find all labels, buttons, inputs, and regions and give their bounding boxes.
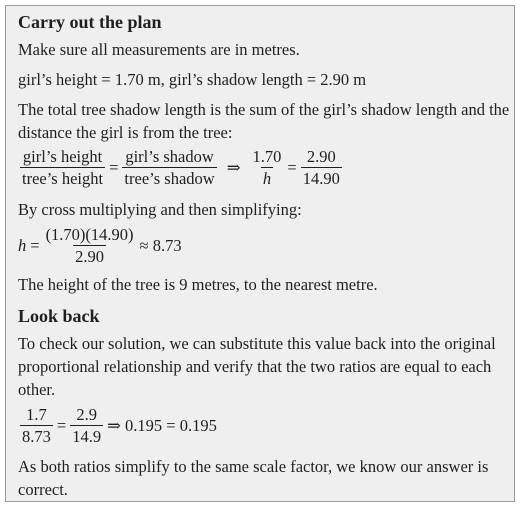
lookback-heading: Look back [18, 306, 100, 326]
fraction-denominator: 2.90 [75, 247, 104, 266]
lookback-paragraph-1-line-2: proportional relationship and verify that the two ratios are equal to each [18, 357, 492, 376]
implies-arrow: ⇒ [226, 158, 241, 177]
plan-paragraph-5: The height of the tree is 9 metres, to the nearest metre. [18, 275, 378, 294]
plan-paragraph-3-line-1: The total tree shadow length is the sum of the girl’s shadow length and the [18, 100, 510, 119]
lookback-paragraph-2 [18, 455, 488, 501]
fraction-denominator: h [262, 169, 272, 188]
plan-paragraph-4: By cross multiplying and then simplifying: [18, 200, 302, 219]
fraction-numerator: (1.70)(14.90) [45, 225, 134, 244]
equals-sign: = [109, 158, 119, 177]
fraction-numerator: girl’s shadow [125, 147, 214, 166]
worked-solution-panel [5, 5, 515, 502]
ratio-values-shadow [301, 148, 342, 188]
equals-sign: = [56, 416, 67, 435]
equals-sign: = [287, 158, 297, 177]
height-fraction [44, 226, 136, 266]
verification-equation [18, 406, 219, 446]
lookback-paragraph-2-line-1: As both ratios simplify to the same scale factor, we know our answer is [18, 457, 489, 476]
plan-paragraph-1: Make sure all measurements are in metres. [18, 40, 300, 59]
height-variable: h [18, 236, 27, 255]
fraction-denominator: tree’s height [22, 169, 104, 188]
plan-paragraph-3-line-2: distance the girl is from the tree: [18, 123, 233, 142]
fraction-denominator: 8.73 [22, 427, 51, 446]
plan-heading: Carry out the plan [18, 12, 162, 32]
fraction-denominator: 14.9 [72, 427, 102, 446]
plan-paragraph-3 [18, 98, 509, 144]
check-ratio-2 [70, 406, 103, 446]
fraction-numerator: 1.70 [252, 147, 282, 166]
ratio-girl-tree-shadow [122, 148, 216, 188]
lookback-paragraph-1-line-1: To check our solution, we can substitute this value back into the original [18, 334, 496, 353]
lookback-paragraph-1-line-3: other. [18, 380, 56, 399]
lookback-paragraph-2-line-2: correct. [18, 480, 68, 499]
fraction-denominator: tree’s shadow [124, 169, 215, 188]
fraction-numerator: girl’s height [22, 147, 103, 166]
check-result: ⇒ 0.195 = 0.195 [107, 416, 217, 435]
height-equation [18, 226, 184, 266]
ratio-girl-tree-height [20, 148, 105, 188]
plan-paragraph-2: girl’s height = 1.70 m, girl’s shadow length = 2.90 m [18, 70, 367, 89]
fraction-numerator: 2.90 [306, 147, 336, 166]
ratio-values-height [251, 148, 284, 188]
fraction-numerator: 1.7 [26, 405, 47, 424]
fraction-denominator: 14.90 [302, 169, 340, 188]
fraction-numerator: 2.9 [76, 405, 97, 424]
check-ratio-1 [20, 406, 53, 446]
equals-sign: = [30, 236, 40, 255]
approx-result: ≈ 8.73 [139, 236, 182, 255]
proportion-equation [18, 148, 344, 188]
lookback-paragraph-1 [18, 332, 496, 401]
